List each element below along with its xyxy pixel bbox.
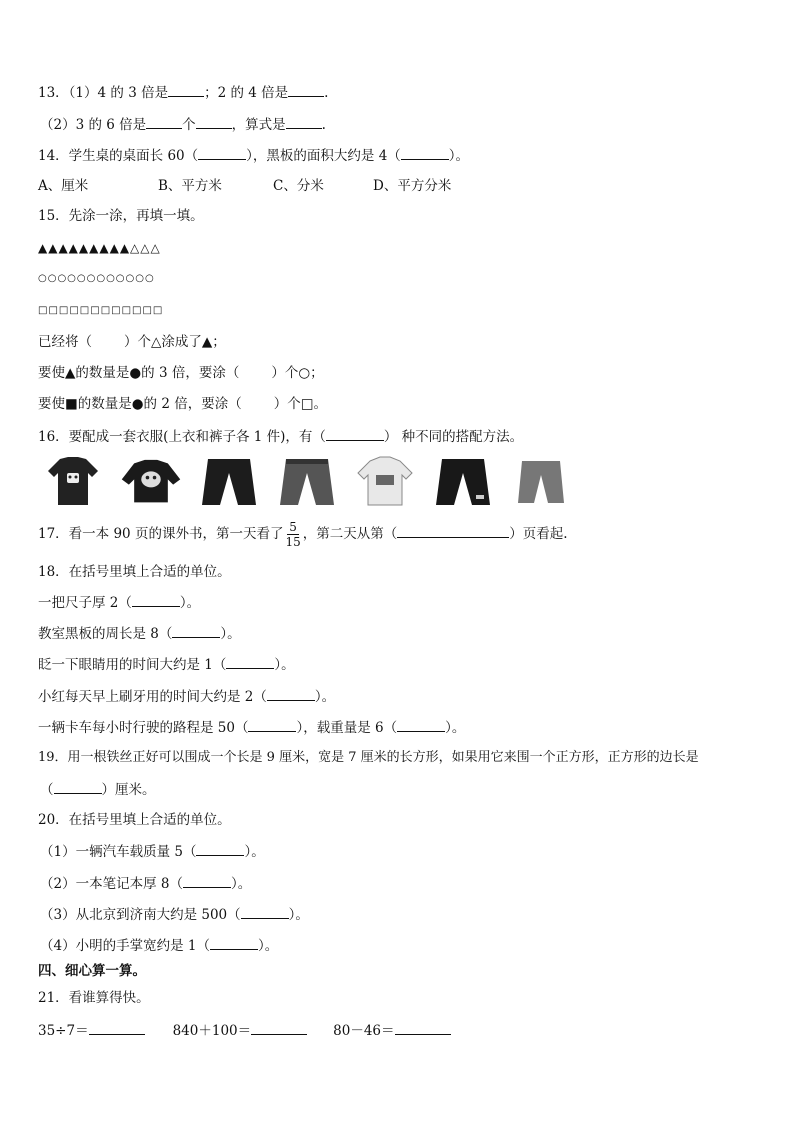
answer-blank[interactable] [172,623,220,638]
q17-question [38,520,568,549]
sweater-icon [120,455,182,509]
section-heading: 四、细心算一算。 [38,963,146,979]
q13-text: . [324,85,329,101]
answer-blank[interactable] [210,935,258,950]
choice-d[interactable]: D、平方分米 [373,178,452,194]
q13-text: . [321,117,326,133]
q14-text: 14．学生桌的桌面长 60（ [38,148,199,164]
q20-item [40,935,278,956]
pants-icon [432,455,494,509]
fraction-denominator: 15 [285,535,301,549]
q18-text: 教室黑板的周长是 8（ [38,626,173,642]
answer-blank[interactable] [395,1020,451,1035]
sweater-icon [354,455,416,509]
q15-text: ）个△涂成了▲； [124,334,226,350]
q18-item [38,623,241,644]
q18-text: 一辆卡车每小时行驶的路程是 50（ [38,720,249,736]
q20-text: （3）从北京到济南大约是 500（ [40,907,241,923]
q18-text: ）。 [274,657,295,673]
answer-blank[interactable] [226,654,274,669]
q16-text: ） 种不同的搭配方法。 [383,429,524,445]
q18-item [38,592,200,613]
q13-text: ，算式是 [231,117,286,133]
q20-item [40,873,251,894]
q17-text: ）页看起. [509,526,568,542]
answer-blank[interactable] [54,779,102,794]
q13-text: 个 [182,117,196,133]
answer-blank[interactable] [146,114,182,129]
q18-text: 小红每天早上刷牙用的时间大约是 2（ [38,689,267,705]
q15-text: ）个□。 [273,396,327,412]
q20-title: 20．在括号里填上合适的单位。 [38,812,231,828]
fraction-numerator: 5 [289,520,297,534]
fraction [285,520,300,549]
answer-blank[interactable] [251,1020,307,1035]
q14-question [38,145,469,166]
q20-text: ）。 [230,876,252,892]
answer-blank[interactable] [288,82,324,97]
sweater-icon [42,455,104,509]
answer-blank[interactable] [168,82,204,97]
q15-fill1 [38,332,226,352]
answer-blank[interactable] [132,592,180,607]
q17-text: 17．看一本 90 页的课外书，第一天看了 [38,526,284,542]
q13-line1 [38,82,328,103]
q14-text: ）。 [448,148,470,164]
calc-expression: 80－46＝ [333,1023,395,1039]
q18-text: ）。 [179,595,201,611]
pants-icon [198,455,260,509]
q18-text: ），载重量是 6（ [296,720,398,736]
answer-blank[interactable] [196,114,232,129]
q15-title: 15．先涂一涂，再填一填。 [38,208,204,224]
q19-text: ）厘米。 [101,782,156,798]
q19-line2 [40,779,156,800]
choice-b[interactable]: B、平方米 [158,178,222,194]
calc-expression: 35÷7＝ [38,1023,89,1039]
choice-c[interactable]: C、分米 [273,178,324,194]
answer-blank[interactable] [267,686,315,701]
q18-text: ）。 [445,720,466,736]
triangle-row: ▲▲▲▲▲▲▲▲▲△△△ [38,241,161,255]
choice-a[interactable]: A、厘米 [38,178,89,194]
q18-item [38,686,335,707]
answer-blank[interactable] [326,426,384,441]
answer-blank[interactable] [248,717,296,732]
q16-text: 16．要配成一套衣服(上衣和裤子各 1 件)，有（ [38,429,326,445]
q21-calcs [38,1020,451,1041]
clothes-images [42,455,588,509]
q20-text: ）。 [288,907,309,923]
q20-text: （4）小明的手掌宽约是 1（ [40,938,210,954]
answer-blank[interactable] [241,904,289,919]
q13-text: ；2 的 4 倍是 [204,85,289,101]
q20-text: ）。 [257,938,279,954]
answer-blank[interactable] [286,114,322,129]
q18-text: 眨一下眼睛用的时间大约是 1（ [38,657,227,673]
q15-fill3 [38,394,327,414]
answer-blank[interactable] [196,841,244,856]
answer-blank[interactable] [89,1020,145,1035]
q15-text: 要使▲的数量是●的 3 倍，要涂（ [38,365,240,381]
q21-title: 21．看谁算得快。 [38,990,150,1006]
q14-text: ），黑板的面积大约是 4（ [246,148,401,164]
q15-text: ）个○； [271,365,324,381]
q18-item [38,654,295,675]
pants-icon [510,455,572,509]
q18-text: ）。 [314,689,336,705]
q18-text: 一把尺子厚 2（ [38,595,132,611]
q20-text: （2）一本笔记本厚 8（ [40,876,183,892]
q13-line2 [40,114,326,135]
answer-blank[interactable] [198,145,246,160]
answer-blank[interactable] [397,523,509,538]
q17-text: ，第二天从第（ [302,526,398,542]
square-row: □□□□□□□□□□□□ [38,305,164,316]
q18-text: ）。 [220,626,241,642]
q20-text: ）。 [244,844,265,860]
q19-text: （ [40,782,54,798]
answer-blank[interactable] [401,145,449,160]
q13-text: 13．（1）4 的 3 倍是 [38,85,169,101]
q15-fill2 [38,363,324,383]
q15-text: 要使■的数量是●的 2 倍，要涂（ [38,396,242,412]
pants-icon [276,455,338,509]
q18-truck [38,717,465,738]
q20-text: （1）一辆汽车载质量 5（ [40,844,197,860]
q14-choices [38,176,451,196]
q16-question [38,426,523,447]
calc-expression: 840＋100＝ [172,1023,252,1039]
q18-title: 18．在括号里填上合适的单位。 [38,564,231,580]
q20-item [40,904,309,925]
q13-text: （2）3 的 6 倍是 [40,117,147,133]
q19-line1: 19．用一根铁丝正好可以围成一个长是 9 厘米，宽是 7 厘米的长方形，如果用它来围一个正方形，正方形的边长是 [38,750,699,765]
circle-row: ○○○○○○○○○○○○ [38,273,155,284]
answer-blank[interactable] [183,873,231,888]
answer-blank[interactable] [397,717,445,732]
q20-item [40,841,265,862]
q15-text: 已经将（ [38,334,92,350]
